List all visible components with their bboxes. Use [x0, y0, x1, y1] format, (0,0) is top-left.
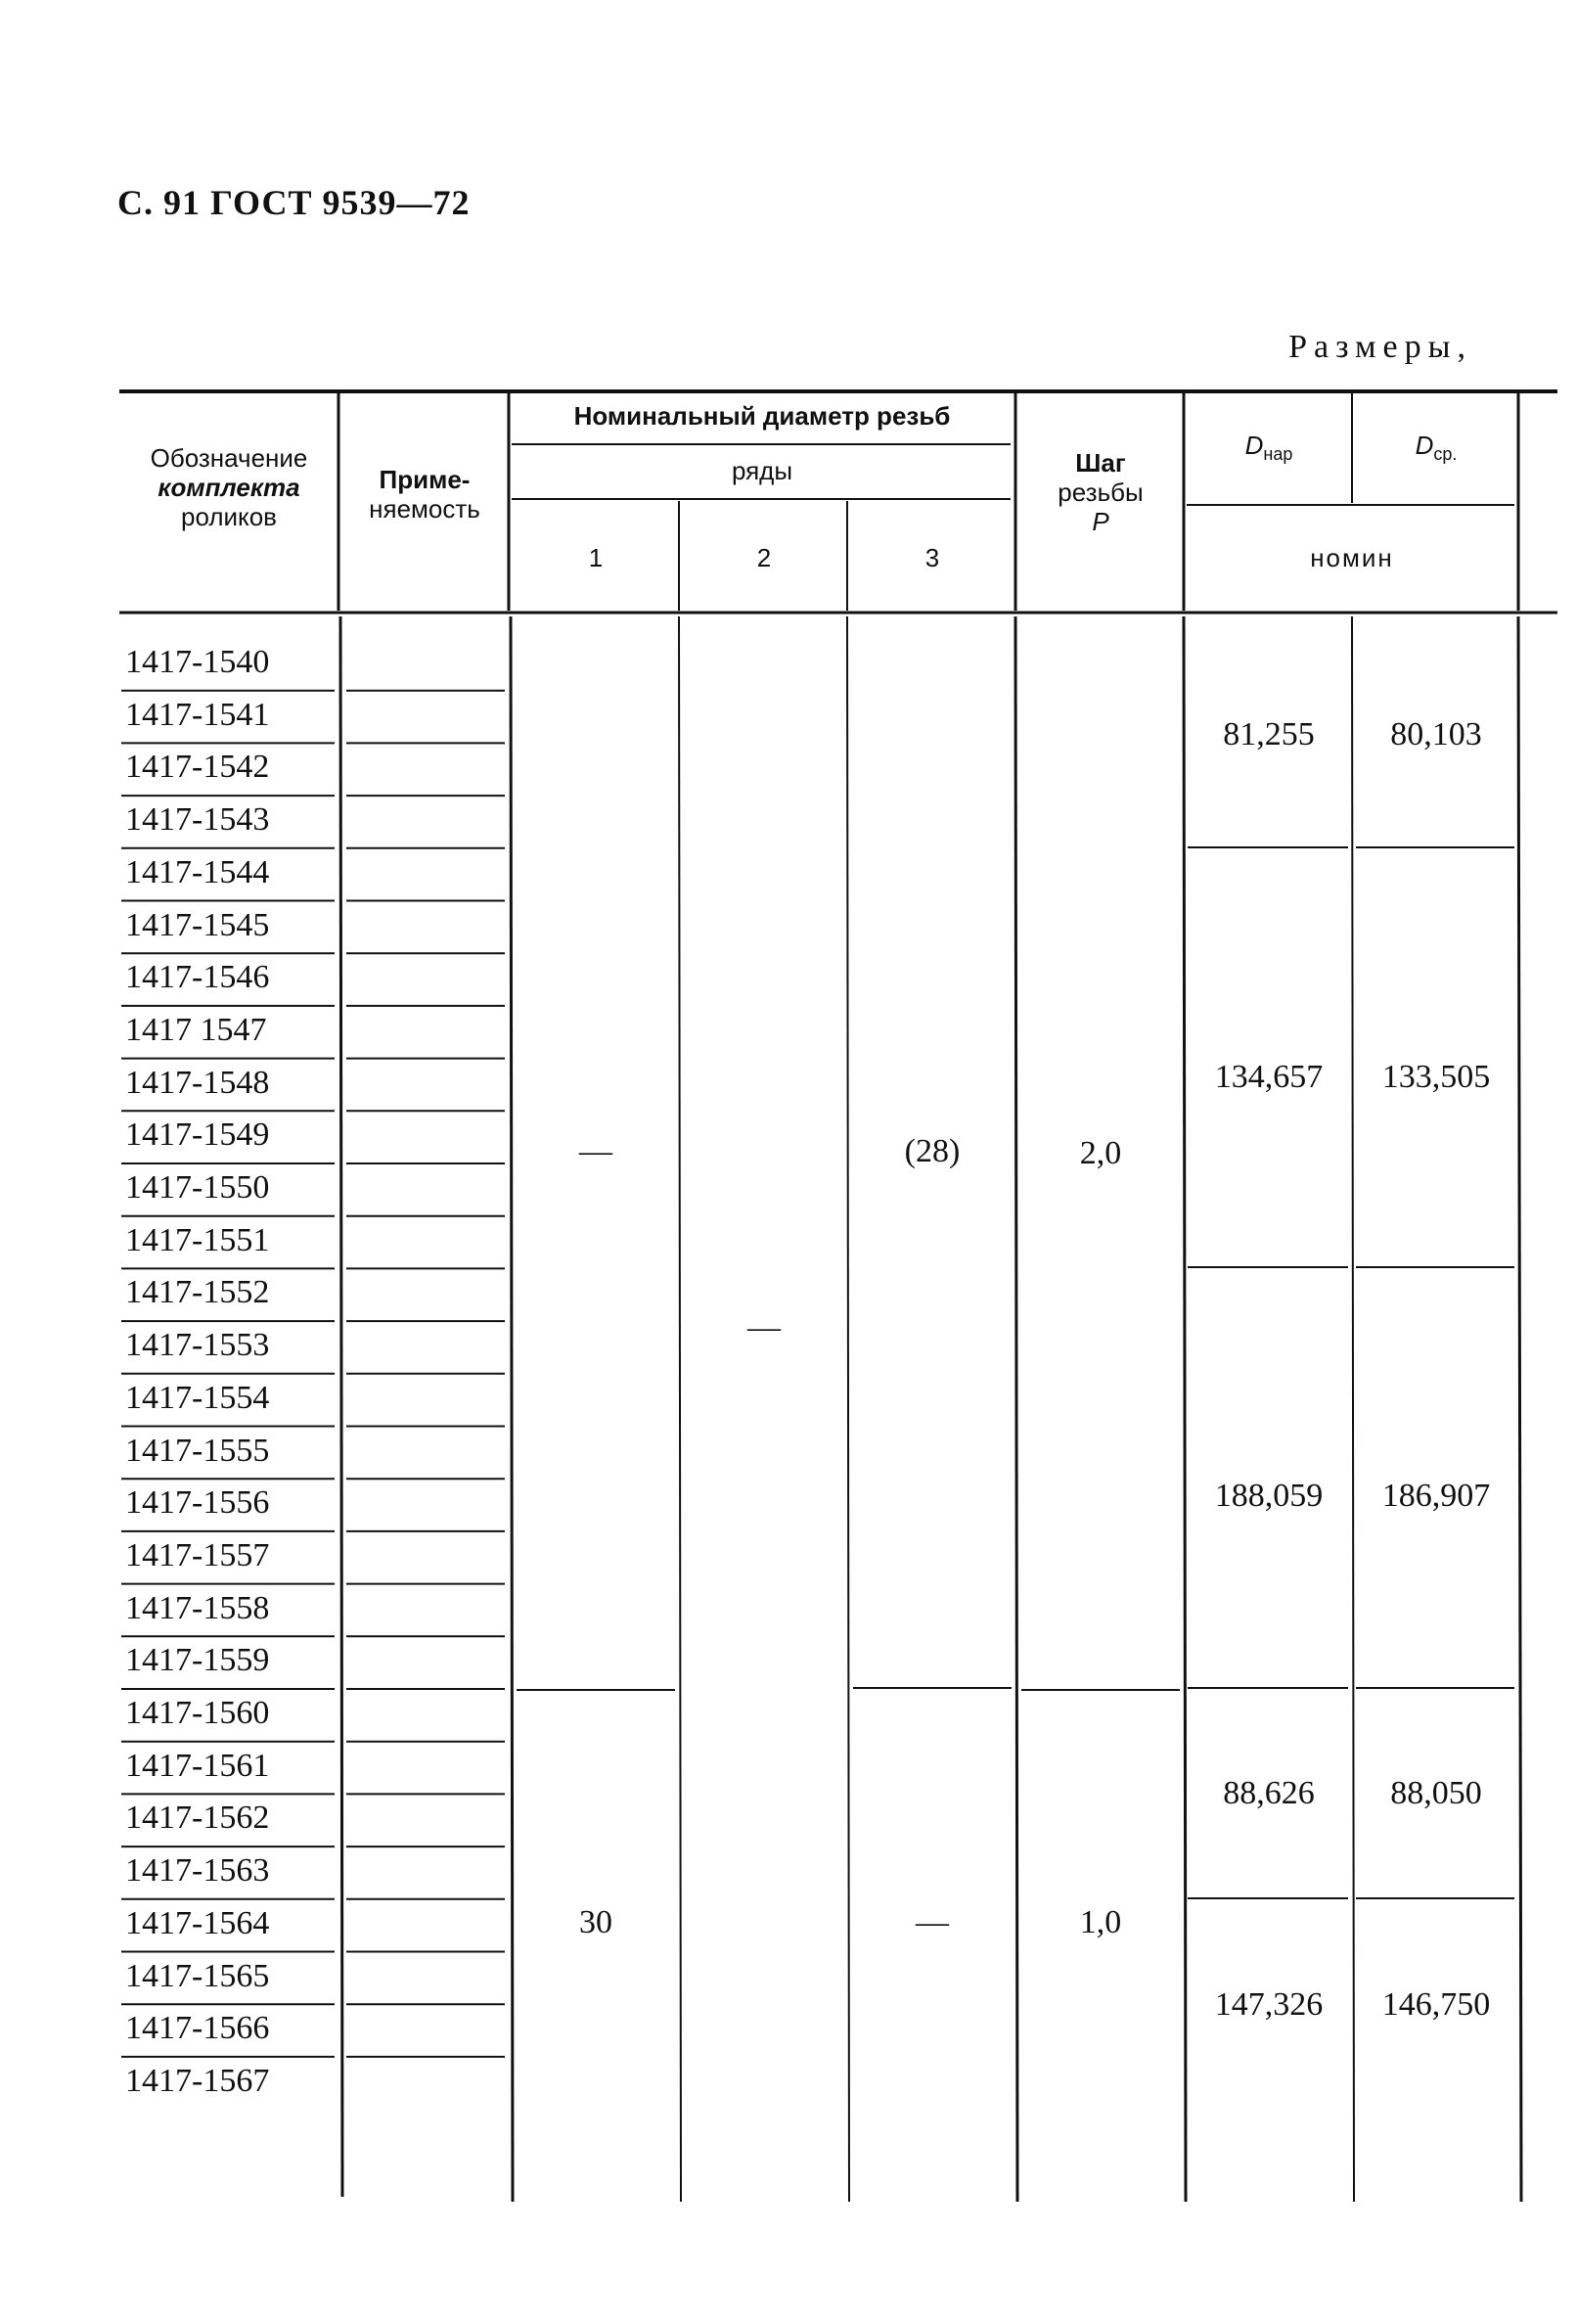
designation-code: 1417-1546: [125, 959, 270, 996]
designation-code: 1417-1554: [125, 1379, 270, 1416]
designation-code: 1417-1552: [125, 1274, 270, 1311]
header-nominal-label: номин: [1310, 543, 1394, 572]
designation-code: 1417-1563: [125, 1852, 270, 1890]
header-rows-label: ряды: [731, 456, 793, 485]
d-mean-a3: 186,907: [1381, 1478, 1491, 1514]
group-a-row3: (28): [904, 1133, 961, 1169]
page-header: С. 91 ГОСТ 9539—72: [117, 183, 471, 222]
d-outer-a2: 134,657: [1214, 1059, 1324, 1095]
group-b-row3: —: [916, 1904, 949, 1940]
d-mean-b1: 88,050: [1390, 1775, 1482, 1811]
d-mean-a1: 80,103: [1390, 716, 1482, 752]
designation-code: 1417-1551: [125, 1221, 270, 1258]
group-a-pitch: 2,0: [1079, 1135, 1122, 1171]
designation-code: 1417-1555: [125, 1432, 270, 1469]
designation-code: 1417-1566: [125, 2010, 270, 2047]
units-note: Размеры,: [1288, 329, 1472, 365]
designation-code: 1417-1540: [125, 644, 270, 680]
designation-code: 1417-1553: [125, 1327, 270, 1364]
designation-code: 1417-1556: [125, 1484, 270, 1522]
group-b-row1: 30: [579, 1904, 612, 1940]
designation-line3: роликов: [181, 502, 277, 531]
designation-code: 1417-1561: [125, 1747, 270, 1784]
header-nominal-diameter: Номинальный диаметр резьб: [573, 401, 951, 431]
header-row1: 1: [588, 543, 604, 572]
d-outer-a3: 188,059: [1214, 1478, 1324, 1514]
header-applicability: [342, 465, 507, 524]
d-outer-b2: 147,326: [1214, 1986, 1324, 2023]
designation-code: 1417-1567: [125, 2062, 270, 2099]
designation-code: 1417-1542: [125, 749, 270, 786]
group-a-row1: —: [579, 1133, 612, 1169]
header-row2: 2: [756, 543, 772, 572]
header-d-outer: $D_{нар}$: [1244, 431, 1293, 464]
header-pitch: Шаг резьбы P: [1058, 448, 1144, 536]
designation-code: 1417-1560: [125, 1695, 270, 1731]
designation-code: 1417-1558: [125, 1589, 270, 1626]
designation-code: 1417-1548: [125, 1064, 270, 1101]
designation-line2: комплекта: [158, 473, 300, 502]
header-designation: [123, 443, 335, 531]
applicability-line1: Приме-: [379, 465, 471, 494]
designation-code: 1417-1564: [125, 1904, 270, 1941]
designation-code: 1417-1549: [125, 1116, 270, 1154]
designation-code: 1417-1543: [125, 801, 270, 839]
designation-code: 1417-1562: [125, 1800, 270, 1837]
designation-code: 1417-1565: [125, 1957, 270, 1994]
designation-line1: Обозначение: [150, 443, 308, 473]
designation-code: 1417-1544: [125, 853, 270, 890]
designation-code: 1417-1550: [125, 1169, 270, 1206]
designation-code: 1417-1557: [125, 1536, 270, 1573]
group-a-row2: —: [747, 1309, 781, 1345]
designation-code: 1417-1545: [125, 906, 270, 943]
d-outer-b1: 88,626: [1223, 1775, 1315, 1811]
d-outer-a1: 81,255: [1223, 716, 1315, 752]
applicability-line2: няемость: [369, 494, 480, 524]
header-row3: 3: [924, 543, 940, 572]
designation-code: 1417-1559: [125, 1642, 270, 1679]
d-mean-b2: 146,750: [1381, 1986, 1491, 2023]
header-d-mean: $D_{ср.}$: [1415, 431, 1458, 464]
designation-code: 1417-1541: [125, 696, 270, 733]
group-b-pitch: 1,0: [1079, 1904, 1122, 1940]
d-mean-a2: 133,505: [1381, 1059, 1491, 1095]
designation-code: 1417 1547: [125, 1011, 267, 1048]
